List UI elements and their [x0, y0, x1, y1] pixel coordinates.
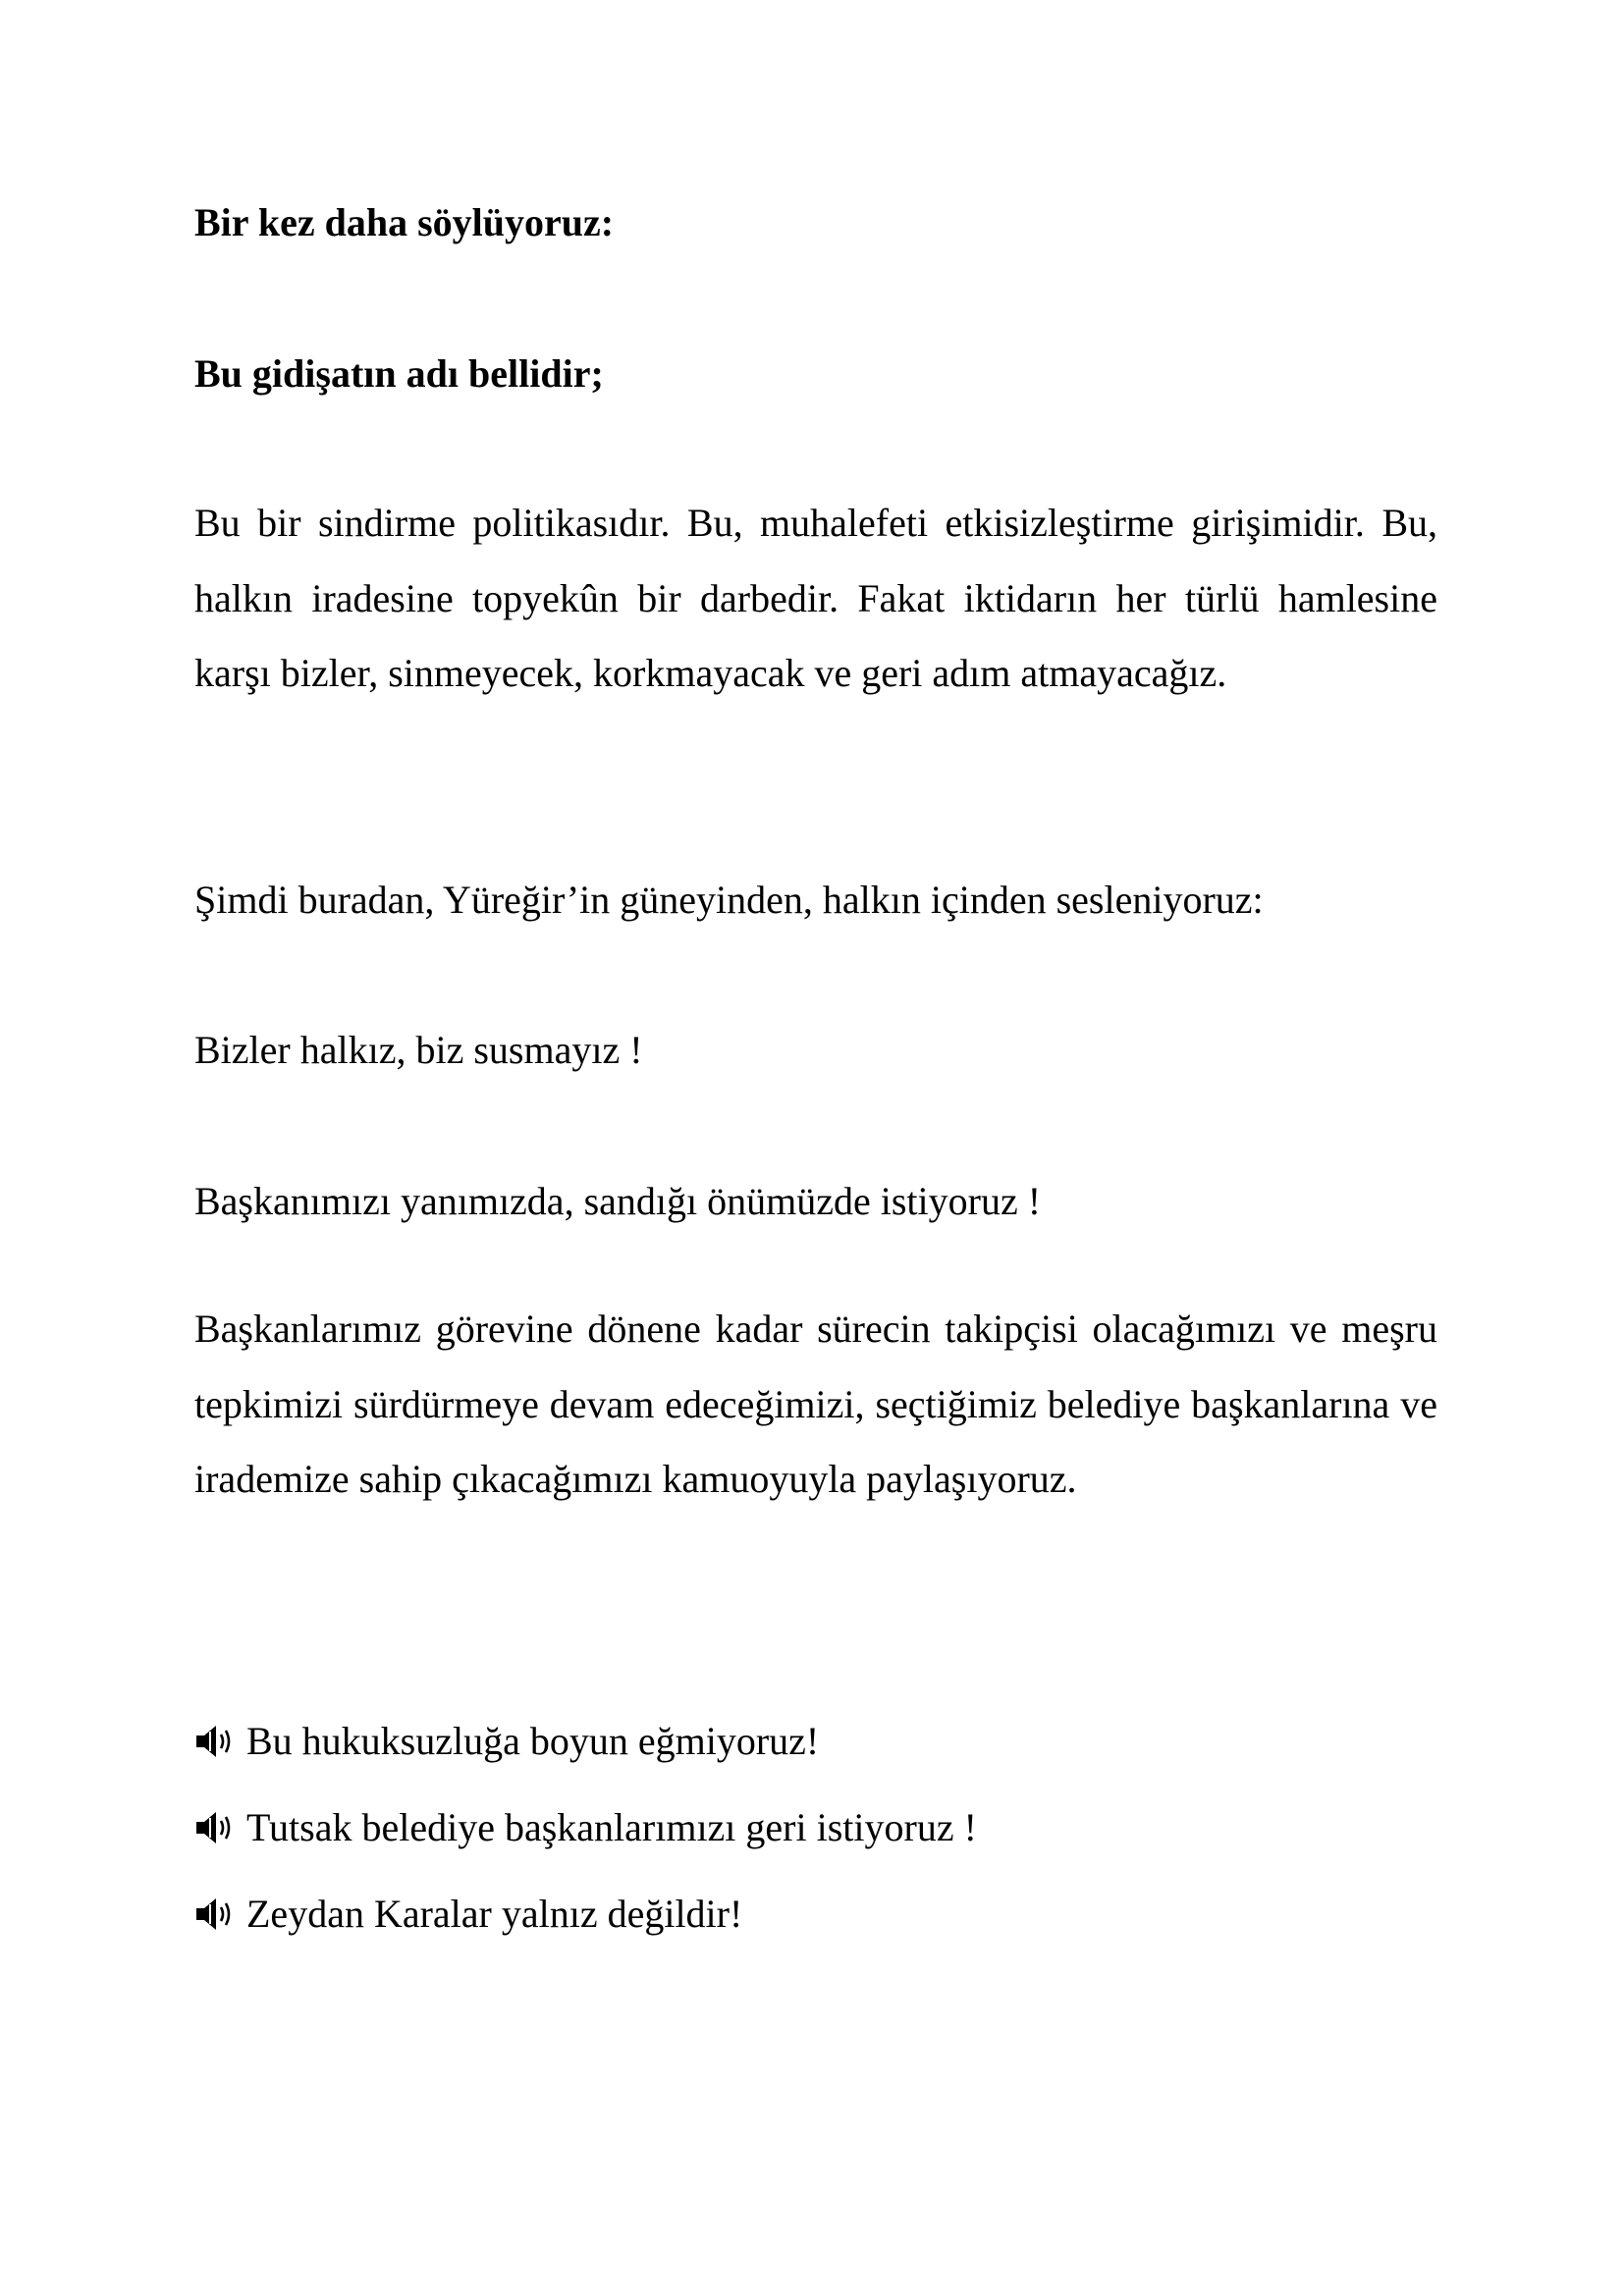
slogan-text: Tutsak belediye başkanlarımızı geri istiyoruz ! [246, 1805, 977, 1849]
paragraph-4: Başkanımızı yanımızda, sandığı önümüzde istiyoruz ! [194, 1179, 1042, 1223]
paragraph-1: Bu bir sindirme politikasıdır. Bu, muhalefeti etkisizleştirme girişimidir. Bu, halkın iradesine topyekûn bir darbedir. Fakat iktidarın her türlü hamlesine karşı bizler, sinmeyecek, korkmayacak ve geri adım atmayacağız. [194, 501, 1437, 695]
speaker-icon [194, 1810, 238, 1845]
slogan-text: Zeydan Karalar yalnız değildir! [246, 1892, 743, 1936]
speaker-icon [194, 1896, 238, 1932]
slogan-item [194, 1891, 742, 1938]
slogan-item [194, 1804, 977, 1851]
paragraph-2: Şimdi buradan, Yüreğir’in güneyinden, halkın içinden sesleniyoruz: [194, 878, 1264, 922]
paragraph-3: Bizler halkız, biz susmayız ! [194, 1028, 643, 1072]
slogan-text: Bu hukuksuzluğa boyun eğmiyoruz! [246, 1719, 820, 1763]
heading-1: Bir kez daha söylüyoruz: [194, 200, 615, 244]
heading-2: Bu gidişatın adı bellidir; [194, 351, 604, 396]
slogan-item [194, 1718, 819, 1765]
speaker-icon [194, 1724, 238, 1759]
paragraph-5: Başkanlarımız görevine dönene kadar sürecin takipçisi olacağımızı ve meşru tepkimizi sürdürmeye devam edeceğimizi, seçtiğimiz belediye başkanlarına ve irademize sahip çıkacağımızı kamuoyuyla paylaşıyoruz. [194, 1307, 1437, 1501]
